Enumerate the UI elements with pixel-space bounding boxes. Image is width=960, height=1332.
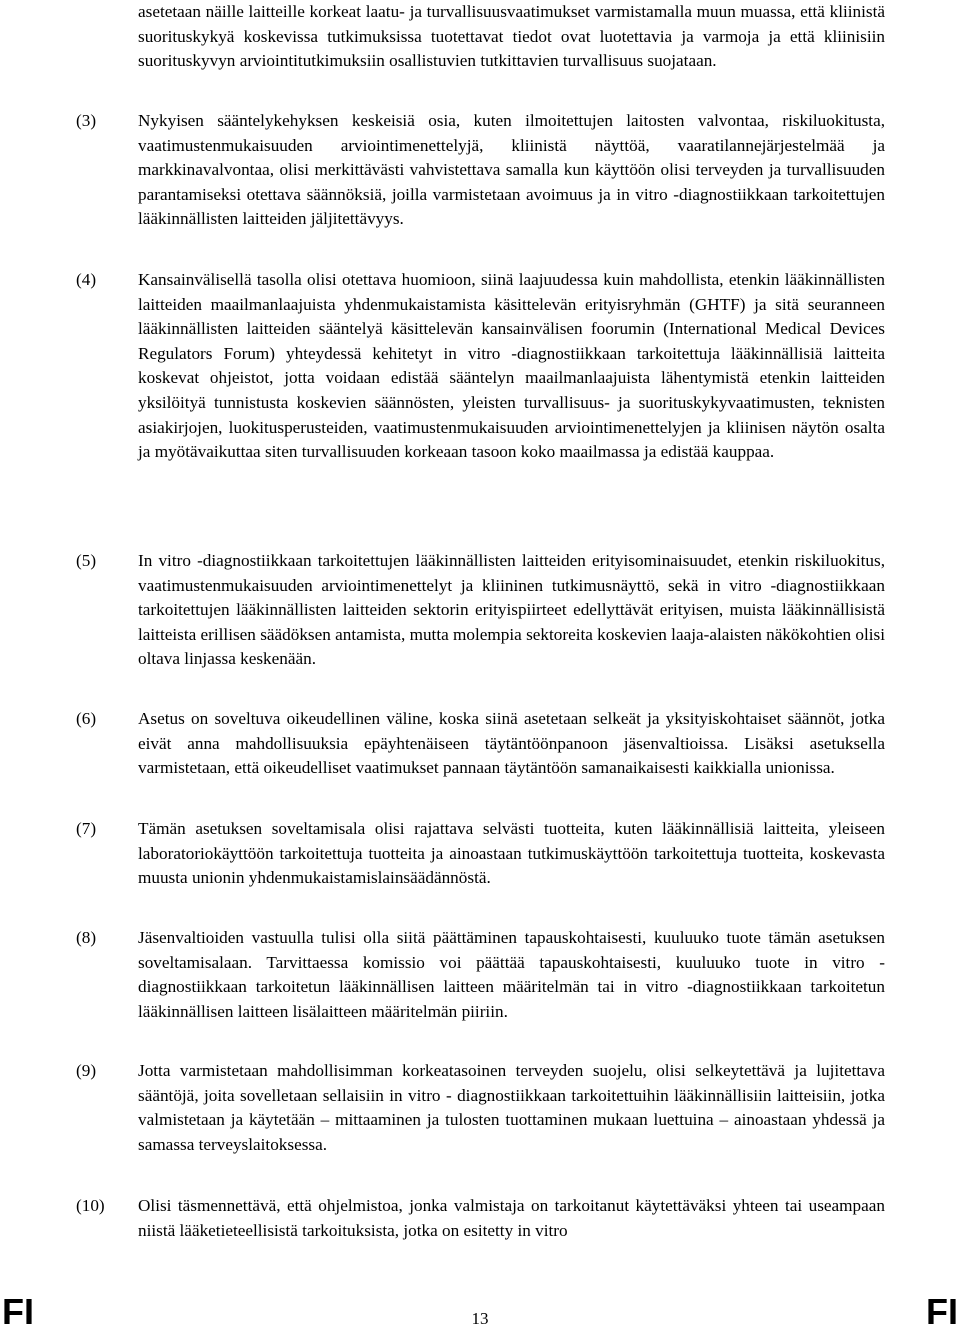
recital-text-7: Tämän asetuksen soveltamisala olisi rajattava selvästi tuotteita, kuten lääkinnällisiä laitteita, yleiseen laboratoriokäyttöön tarkoitettuja tuotteita ja ainoastaan tutkimuskäyttöön tarkoitettuja tuotteita, koskevasta muusta unionin yhdenmukaistamislainsäädännöstä. <box>138 819 885 888</box>
intro-paragraph: asetetaan näille laitteille korkeat laatu- ja turvallisuusvaatimukset varmistamalla muun muassa, että kliinistä suorituskykyä koskevissa tutkimuksissa tuotettavat tiedot ovat luotettavia ja varmoja ja että kliinisiin suorituskyvyn arviointitutkimuksiin osallistuvien tutkittavien turvallisuus suojataan. <box>138 2 885 71</box>
recital-text-6: Asetus on soveltuva oikeudellinen väline, koska siinä asetetaan selkeät ja yksityiskohtaiset säännöt, jotka eivät anna mahdollisuuksia epäyhtenäiseen täytäntöönpanoon jäsenvaltioissa. Lisäksi asetuksella varmistetaan, että oikeudelliset vaatimukset pannaan täytäntöön samanaikaisesti kaikkialla unionissa. <box>138 709 885 778</box>
recital-number-8: (8) <box>76 928 97 947</box>
recital-text-4: Kansainvälisellä tasolla olisi otettava huomioon, siinä laajuudessa kuin mahdollista, etenkin lääkinnällisten laitteiden maailmanlaajuista yhdenmukaistamista käsittelevän erityisryhmän (GHTF) ja sitä seuranneen lääkinnällisten laitteiden sääntelyä käsittelevän kansainvälisen foorumin (International Medical Devices Regulators Forum) yhteydessä kehitetyt in vitro -diagnostiikkaan tarkoitettuja lääkinnällisiä laitteita koskevat ohjeistot, jotta voidaan edistää sääntelyn maailmanlaajuista lähentymistä etenkin laitteiden yksilöityä tunnistusta koskevien säännösten, yleisten turvallisuus- ja suorituskykyvaatimusten, teknisten asiakirjojen, luokitusperusteiden, vaatimustenmukaisuuden arviointimenettelyjen ja kliinisen näytön osalta ja myötävaikuttaa siten turvallisuuden korkeaan tasoon koko maailmassa ja edistää kauppaa. <box>138 270 885 462</box>
recital-number-10: (10) <box>76 1196 105 1215</box>
recital-number-6: (6) <box>76 709 97 728</box>
recital-text-5: In vitro -diagnostiikkaan tarkoitettujen lääkinnällisten laitteiden erityisominaisuudet, etenkin riskiluokitus, vaatimustenmukaisuuden arviointimenettelyt ja kliininen tutkimusnäyttö, sekä in vitro -diagnostiikkaan tarkoitettujen lääkinnällisten laitteiden sektorin erityispiirteet edellyttävät erityisen, muista lääkinnällisistä laitteista erillisen säädöksen antamista, mutta molempia sektoreita koskevien laaja-alaisten näkökohtien olisi oltava linjassa keskenään. <box>138 551 885 669</box>
recital-text-10: Olisi täsmennettävä, että ohjelmistoa, jonka valmistaja on tarkoitanut käytettäväksi yhteen tai useampaan niistä lääketieteellisistä tarkoituksista, jotka on esitetty in vitro <box>138 1196 885 1240</box>
recital-text-3: Nykyisen sääntelykehyksen keskeisiä osia, kuten ilmoitettujen laitosten valvontaa, riskiluokitusta, vaatimustenmukaisuuden arviointimenettelyjä, kliinistä näyttöä, vaaratilannejärjestelmää ja markkinavalvontaa, olisi merkittävästi vahvistettava samalla kun käyttöön olisi terveyden ja turvallisuuden parantamiseksi otettava säännöksiä, joilla varmistetaan avoimuus ja in vitro -diagnostiikkaan tarkoitettujen lääkinnällisten laitteiden jäljitettävyys. <box>138 111 885 229</box>
footer-language-code-left: FI <box>2 1291 34 1332</box>
recital-number-3: (3) <box>76 111 97 130</box>
recital-text-9: Jotta varmistetaan mahdollisimman korkeatasoinen terveyden suojelu, olisi selkeytettävä ja lujitettava sääntöjä, joita sovelletaan sellaisiin in vitro - diagnostiikkaan tarkoitettuihin lääkinnällisiin laitteisiin, jotka valmistetaan ja käytetään – mittaaminen ja tulosten tuottaminen mukaan luettuina – ainoastaan yhdessä ja samassa terveyslaitoksessa. <box>138 1061 885 1154</box>
page-number: 13 <box>471 1309 489 1328</box>
footer-language-code-right: FI <box>926 1291 958 1332</box>
recital-number-4: (4) <box>76 270 97 289</box>
recital-number-9: (9) <box>76 1061 97 1080</box>
recital-number-5: (5) <box>76 551 97 570</box>
recital-text-8: Jäsenvaltioiden vastuulla tulisi olla siitä päättäminen tapauskohtaisesti, kuuluuko tuote tämän asetuksen soveltamisalaan. Tarvittaessa komissio voi päättää tapauskohtaisesti, kuuluuko tuote in vitro -diagnostiikkaan tarkoitetun lääkinnällisen laitteen määritelmän tai in vitro -diagnostiikkaan tarkoitetun lääkinnällisen laitteen lisälaitteen määritelmän piiriin. <box>138 928 885 1021</box>
recital-number-7: (7) <box>76 819 97 838</box>
